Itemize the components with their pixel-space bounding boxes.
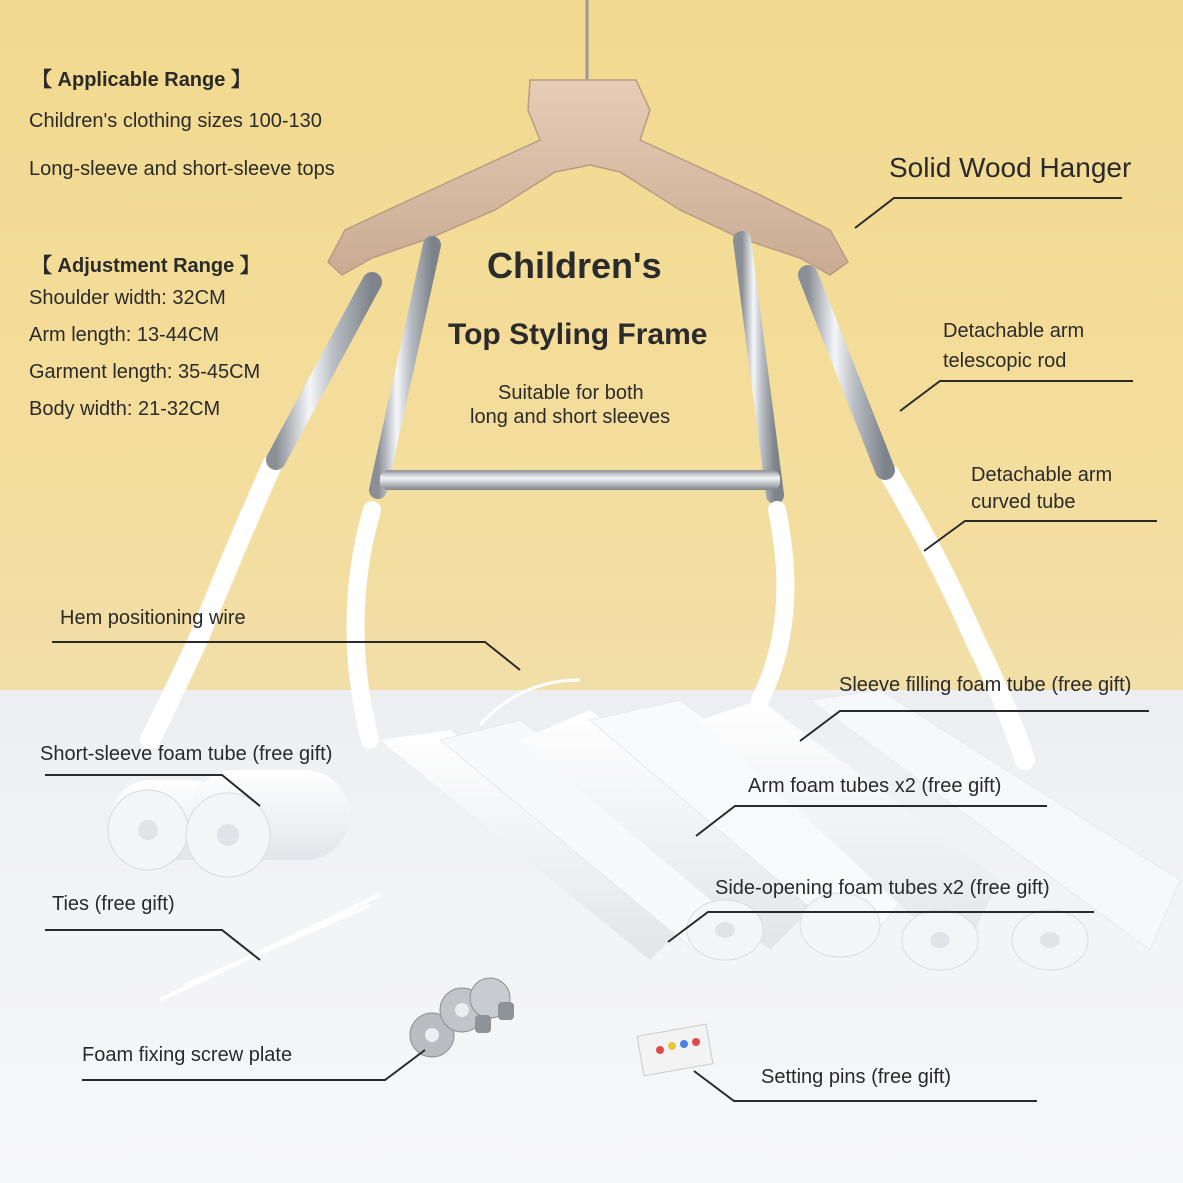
- callout-arm-rod-line1: Detachable arm: [943, 320, 1085, 342]
- callout-sleeve-filling: Sleeve filling foam tube (free gift): [839, 674, 1132, 696]
- callout-arm-tube-line1: Detachable arm: [971, 464, 1113, 486]
- callout-side-opening: Side-opening foam tubes x2 (free gift): [715, 877, 1050, 899]
- adjustment-item-body: Body width: 21-32CM: [29, 398, 221, 420]
- callout-short-sleeve: Short-sleeve foam tube (free gift): [40, 743, 333, 765]
- setting-pins-box: [637, 1024, 713, 1076]
- callout-hem-wire: Hem positioning wire: [60, 607, 246, 629]
- title-line1: Children's: [487, 245, 662, 286]
- left-arm-curved-tube: [150, 465, 272, 740]
- adjustment-range-header: 【 Adjustment Range 】: [32, 255, 260, 277]
- applicable-item-sizes: Children's clothing sizes 100-130: [29, 110, 322, 132]
- adjustment-item-shoulder: Shoulder width: 32CM: [29, 287, 226, 309]
- callout-screw-plate: Foam fixing screw plate: [82, 1044, 293, 1066]
- title-line2: Top Styling Frame: [448, 318, 708, 351]
- cable-ties: [160, 895, 380, 1000]
- callout-arm-foam: Arm foam tubes x2 (free gift): [748, 775, 1002, 797]
- left-arm-telescopic-rod: [276, 282, 372, 460]
- subtitle-line1: Suitable for both: [498, 382, 644, 404]
- adjustment-item-arm: Arm length: 13-44CM: [29, 324, 220, 346]
- applicable-item-tops: Long-sleeve and short-sleeve tops: [29, 158, 335, 180]
- right-body-rod: [742, 240, 775, 495]
- subtitle-line2: long and short sleeves: [470, 406, 671, 428]
- right-arm-telescopic-rod: [808, 275, 885, 470]
- callout-wood-hanger: Solid Wood Hanger: [889, 152, 1132, 183]
- left-body-rod: [378, 245, 432, 490]
- callout-arm-rod-line2: telescopic rod: [943, 350, 1067, 372]
- body-width-bar: [380, 470, 780, 490]
- callout-arm-tube-line2: curved tube: [971, 491, 1076, 513]
- callout-ties: Ties (free gift): [52, 893, 175, 915]
- adjustment-item-garment: Garment length: 35-45CM: [29, 361, 261, 383]
- hem-positioning-wire: [355, 510, 372, 740]
- screw-plates: [410, 978, 514, 1057]
- applicable-range-header: 【 Applicable Range 】: [32, 69, 251, 91]
- callout-setting-pins: Setting pins (free gift): [761, 1066, 952, 1088]
